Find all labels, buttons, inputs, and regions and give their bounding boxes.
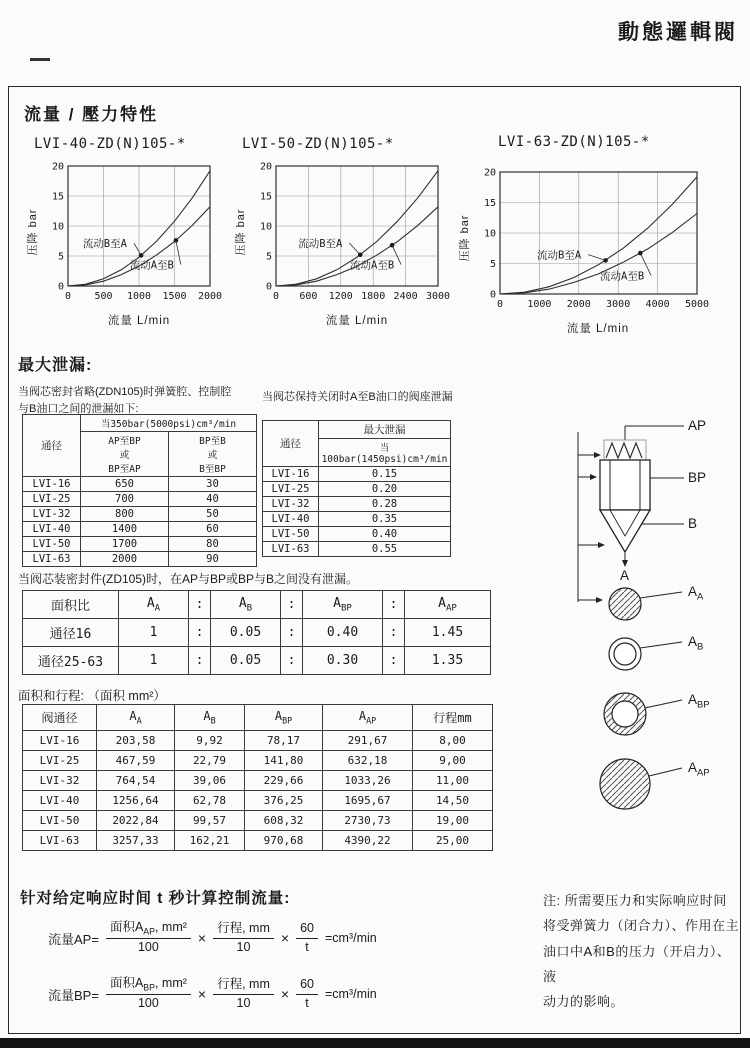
- chart3-y-axis-label: 压降 bar: [459, 214, 471, 262]
- flow-ap-formula: [48, 920, 377, 956]
- svg-text:600: 600: [299, 291, 318, 302]
- column-header: 通径: [263, 421, 319, 467]
- influence-note: [543, 888, 739, 1015]
- formula-result: =cm³/min: [324, 987, 377, 1002]
- footer-bar: [0, 1038, 750, 1048]
- table-cell: 1700: [81, 537, 169, 552]
- svg-text:0: 0: [272, 291, 280, 302]
- table-row: [23, 492, 257, 507]
- table-cell: 1.45: [405, 619, 491, 647]
- table-cell: LVI-25: [23, 492, 81, 507]
- table-cell: 9,00: [413, 751, 493, 771]
- svg-text:流动A至B: 流动A至B: [129, 259, 174, 272]
- formula-label-bp: 流量BP=: [48, 987, 99, 1003]
- svg-text:3000: 3000: [425, 291, 451, 302]
- table-cell: 99,57: [175, 811, 245, 831]
- svg-text:1500: 1500: [162, 291, 187, 302]
- table-cell: 291,67: [323, 731, 413, 751]
- multiply-sign: ×: [280, 930, 290, 947]
- max-leakage-heading: 最大泄漏:: [18, 357, 93, 374]
- column-header: 最大泄漏: [319, 421, 451, 439]
- seal-note: 当阀芯装密封件(ZD105)时，在AP与BP或BP与B之间没有泄漏。: [18, 572, 359, 586]
- column-header: $A_{AP}$: [405, 591, 491, 619]
- page-title: 動態邏輯閥: [618, 21, 738, 44]
- formula-result: =cm³/min: [324, 931, 377, 946]
- table-cell: 8,00: [413, 731, 493, 751]
- table-header-row: [23, 705, 493, 731]
- table-row: [263, 542, 451, 557]
- table-cell: LVI-40: [263, 512, 319, 527]
- table-row: [23, 537, 257, 552]
- table-cell: LVI-50: [23, 537, 81, 552]
- column-header: $A_{BP}$: [245, 705, 323, 731]
- area-stroke-table: [22, 704, 493, 851]
- table-cell: 700: [81, 492, 169, 507]
- fraction-time: [296, 977, 318, 1011]
- table-cell: 22,79: [175, 751, 245, 771]
- table-row: [23, 619, 491, 647]
- svg-text:500: 500: [94, 291, 113, 302]
- svg-text:流动A至B: 流动A至B: [350, 259, 395, 272]
- column-header: AP至BP 或 BP至AP: [81, 432, 169, 477]
- table-cell: :: [281, 619, 303, 647]
- table-cell: 2000: [81, 552, 169, 567]
- table-cell: 0.05: [211, 619, 281, 647]
- svg-text:10: 10: [483, 228, 496, 240]
- column-header: $A_{AP}$: [323, 705, 413, 731]
- svg-text:1000: 1000: [527, 299, 552, 310]
- fraction-stroke: [213, 977, 274, 1011]
- spool-leakage-table: [22, 414, 257, 567]
- table-row: [23, 477, 257, 492]
- fraction-area-ap: [106, 920, 191, 956]
- flow-pressure-section-title: 流量 / 壓力特性: [24, 105, 159, 124]
- formula-label-ap: 流量AP=: [48, 931, 99, 947]
- table-cell: 1400: [81, 522, 169, 537]
- table-cell: 1256,64: [97, 791, 175, 811]
- chart1-x-axis-label: 流量 L/min: [107, 315, 171, 327]
- note-line: 油口中A和B的压力（开启力）、液: [543, 943, 731, 985]
- svg-text:流动A至B: 流动A至B: [600, 270, 645, 283]
- table-row: [23, 647, 491, 675]
- table-cell: LVI-32: [23, 771, 97, 791]
- table-cell: 40: [169, 492, 257, 507]
- svg-text:5: 5: [57, 251, 64, 263]
- table-cell: 11,00: [413, 771, 493, 791]
- table-row: [23, 552, 257, 567]
- fraction-time: [296, 921, 318, 955]
- fraction-area-bp: [106, 976, 191, 1012]
- table-cell: 0.40: [303, 619, 383, 647]
- chart-title-lvi-63: LVI-63-ZD(N)105-*: [498, 134, 650, 150]
- table-cell: 467,59: [97, 751, 175, 771]
- svg-text:3000: 3000: [606, 299, 631, 310]
- fraction-denominator: 10: [236, 939, 251, 954]
- column-header: $A_A$: [119, 591, 189, 619]
- table-row: [23, 791, 493, 811]
- table-cell: 1.35: [405, 647, 491, 675]
- table-row: [23, 811, 493, 831]
- leakage-right-note: 当阀芯保持关闭时A至B油口的阀座泄漏: [262, 391, 453, 403]
- table-cell: 800: [81, 507, 169, 522]
- table-cell: LVI-32: [263, 497, 319, 512]
- table-cell: 1: [119, 647, 189, 675]
- table-cell: 39,06: [175, 771, 245, 791]
- table-row: [23, 831, 493, 851]
- table-row: [263, 467, 451, 482]
- table-cell: 376,25: [245, 791, 323, 811]
- column-header: :: [281, 591, 303, 619]
- table-cell: LVI-16: [23, 477, 81, 492]
- svg-text:流动B至A: 流动B至A: [82, 238, 127, 250]
- table-cell: 2730,73: [323, 811, 413, 831]
- svg-text:20: 20: [483, 167, 496, 179]
- chart-lvi-63: [470, 164, 710, 316]
- table-cell: 632,18: [323, 751, 413, 771]
- chart-title-lvi-50: LVI-50-ZD(N)105-*: [242, 136, 394, 152]
- fraction-denominator: t: [305, 939, 309, 954]
- svg-text:15: 15: [483, 198, 496, 209]
- fraction-numerator: 行程, mm: [213, 977, 274, 995]
- svg-text:5000: 5000: [684, 299, 710, 310]
- port-label-b: B: [688, 516, 698, 531]
- table-row: [263, 512, 451, 527]
- area-ratio-table: [22, 590, 491, 675]
- svg-text:4000: 4000: [645, 299, 670, 310]
- fraction-denominator: 100: [137, 940, 159, 955]
- svg-text:1200: 1200: [328, 291, 353, 302]
- chart-lvi-50: [246, 158, 451, 308]
- column-header: $A_A$: [97, 705, 175, 731]
- table-cell: 608,32: [245, 811, 323, 831]
- svg-text:10: 10: [259, 221, 272, 233]
- svg-text:2000: 2000: [566, 299, 591, 310]
- table-cell: 19,00: [413, 811, 493, 831]
- area-label-aap: $A_{AP}$: [688, 760, 710, 779]
- port-label-ap: AP: [688, 418, 707, 433]
- table-cell: 通径25-63: [23, 647, 119, 675]
- table-row: [23, 751, 493, 771]
- column-header: :: [189, 591, 211, 619]
- table-cell: :: [189, 619, 211, 647]
- table-cell: 229,66: [245, 771, 323, 791]
- svg-text:15: 15: [259, 191, 272, 203]
- svg-text:0: 0: [64, 291, 72, 302]
- port-label-a: A: [620, 568, 630, 583]
- svg-text:0: 0: [57, 281, 64, 293]
- table-cell: 970,68: [245, 831, 323, 851]
- svg-text:0: 0: [265, 281, 272, 293]
- column-header: 当100bar(1450psi)cm³/min: [319, 439, 451, 467]
- table-cell: 25,00: [413, 831, 493, 851]
- table-cell: :: [383, 647, 405, 675]
- svg-text:20: 20: [259, 161, 272, 173]
- multiply-sign: ×: [197, 930, 207, 947]
- area-label-ab: $A_B$: [688, 634, 704, 653]
- table-cell: 0.28: [319, 497, 451, 512]
- svg-text:15: 15: [51, 191, 64, 203]
- table-cell: 4390,22: [323, 831, 413, 851]
- table-cell: LVI-16: [263, 467, 319, 482]
- fraction-numerator: 60: [296, 921, 318, 939]
- column-header: 行程mm: [413, 705, 493, 731]
- table-cell: 50: [169, 507, 257, 522]
- svg-text:0: 0: [489, 289, 496, 301]
- table-cell: 1: [119, 619, 189, 647]
- corner-mark: [30, 58, 50, 61]
- table-cell: 通径16: [23, 619, 119, 647]
- table-cell: :: [189, 647, 211, 675]
- table-cell: 764,54: [97, 771, 175, 791]
- table-cell: 0.30: [303, 647, 383, 675]
- column-header: :: [383, 591, 405, 619]
- fraction-denominator: t: [305, 995, 309, 1010]
- table-cell: LVI-50: [23, 811, 97, 831]
- column-header: $A_B$: [211, 591, 281, 619]
- table-cell: LVI-16: [23, 731, 97, 751]
- table-cell: 3257,33: [97, 831, 175, 851]
- table-cell: LVI-63: [23, 552, 81, 567]
- note-line: 动力的影响。: [543, 994, 625, 1010]
- table-cell: 141,80: [245, 751, 323, 771]
- table-cell: 78,17: [245, 731, 323, 751]
- chart2-y-axis-label: 压降 bar: [235, 208, 247, 256]
- flow-bp-formula: [48, 976, 377, 1012]
- valve-diagram-graphic: [540, 412, 740, 822]
- table-cell: 0.55: [319, 542, 451, 557]
- fraction-denominator: 100: [137, 996, 159, 1011]
- svg-text:0: 0: [496, 299, 504, 310]
- table-cell: 0.05: [211, 647, 281, 675]
- table-header-row: [23, 415, 257, 432]
- column-header: 通径: [23, 415, 81, 477]
- table-row: [263, 527, 451, 542]
- table-cell: LVI-40: [23, 522, 81, 537]
- note-line: 注: 所需要压力和实际响应时间: [543, 893, 727, 908]
- table-row: [263, 482, 451, 497]
- svg-text:流动B至A: 流动B至A: [298, 238, 343, 250]
- table-cell: 0.20: [319, 482, 451, 497]
- chart-lvi-40: [38, 158, 223, 308]
- note-line: 将受弹簧力（闭合力）、作用在主: [543, 918, 740, 934]
- column-header: 阀通径: [23, 705, 97, 731]
- fraction-numerator: 行程, mm: [213, 921, 274, 939]
- chart2-x-axis-label: 流量 L/min: [325, 315, 389, 327]
- svg-text:2400: 2400: [393, 291, 418, 302]
- table-cell: 9,92: [175, 731, 245, 751]
- table-row: [23, 522, 257, 537]
- table-row: [23, 771, 493, 791]
- svg-text:5: 5: [265, 251, 272, 263]
- table-cell: :: [281, 647, 303, 675]
- column-header: 当350bar(5000psi)cm³/min: [81, 415, 257, 432]
- table-cell: 2022,84: [97, 811, 175, 831]
- table-header-row: [263, 421, 451, 439]
- column-header: BP至B 或 B至BP: [169, 432, 257, 477]
- table-cell: 90: [169, 552, 257, 567]
- area-label-aa: $A_A$: [688, 584, 704, 603]
- area-stroke-caption: 面积和行程: （面积 mm²）: [18, 689, 166, 703]
- valve-schematic: [540, 412, 740, 824]
- table-row: [23, 731, 493, 751]
- fraction-numerator: 面积$A_{BP}$, mm²: [106, 976, 191, 995]
- svg-text:10: 10: [51, 221, 64, 233]
- area-label-abp: $A_{BP}$: [688, 692, 710, 711]
- fraction-stroke: [213, 921, 274, 955]
- table-cell: 0.15: [319, 467, 451, 482]
- table-cell: 60: [169, 522, 257, 537]
- table-cell: 80: [169, 537, 257, 552]
- multiply-sign: ×: [280, 986, 290, 1003]
- fraction-numerator: 面积$A_{AP}$, mm²: [106, 920, 191, 939]
- table-cell: :: [383, 619, 405, 647]
- multiply-sign: ×: [197, 986, 207, 1003]
- table-cell: LVI-63: [263, 542, 319, 557]
- column-header: $A_B$: [175, 705, 245, 731]
- svg-text:5: 5: [489, 259, 496, 270]
- column-header: $A_{BP}$: [303, 591, 383, 619]
- table-cell: 0.40: [319, 527, 451, 542]
- table-cell: 14,50: [413, 791, 493, 811]
- svg-text:1000: 1000: [126, 291, 152, 302]
- chart1-y-axis-label: 压降 bar: [27, 208, 39, 256]
- table-cell: 203,58: [97, 731, 175, 751]
- table-cell: LVI-32: [23, 507, 81, 522]
- table-cell: 1695,67: [323, 791, 413, 811]
- table-cell: 650: [81, 477, 169, 492]
- table-cell: 30: [169, 477, 257, 492]
- fraction-numerator: 60: [296, 977, 318, 995]
- leakage-left-note: 当阀芯密封省略(ZDN105)时弹簧腔、控制腔 与B油口之间的泄漏如下:: [18, 386, 232, 415]
- column-header: 面积比: [23, 591, 119, 619]
- table-cell: 0.35: [319, 512, 451, 527]
- fraction-denominator: 10: [236, 995, 251, 1010]
- table-cell: LVI-40: [23, 791, 97, 811]
- chart-title-lvi-40: LVI-40-ZD(N)105-*: [34, 136, 186, 152]
- table-row: [23, 507, 257, 522]
- table-cell: LVI-25: [263, 482, 319, 497]
- svg-text:20: 20: [51, 161, 64, 173]
- chart3-x-axis-label: 流量 L/min: [566, 323, 630, 335]
- svg-text:流动B至A: 流动B至A: [537, 249, 582, 262]
- seat-leakage-table: [262, 420, 451, 557]
- table-cell: 1033,26: [323, 771, 413, 791]
- svg-text:1800: 1800: [361, 291, 386, 302]
- table-cell: LVI-63: [23, 831, 97, 851]
- table-cell: 162,21: [175, 831, 245, 851]
- port-label-bp: BP: [688, 470, 707, 485]
- table-row: [263, 497, 451, 512]
- table-cell: 62,78: [175, 791, 245, 811]
- svg-text:2000: 2000: [197, 291, 223, 302]
- flow-calc-heading: 针对给定响应时间 t 秒计算控制流量:: [20, 890, 291, 907]
- table-header-row: [23, 591, 491, 619]
- table-cell: LVI-50: [263, 527, 319, 542]
- table-cell: LVI-25: [23, 751, 97, 771]
